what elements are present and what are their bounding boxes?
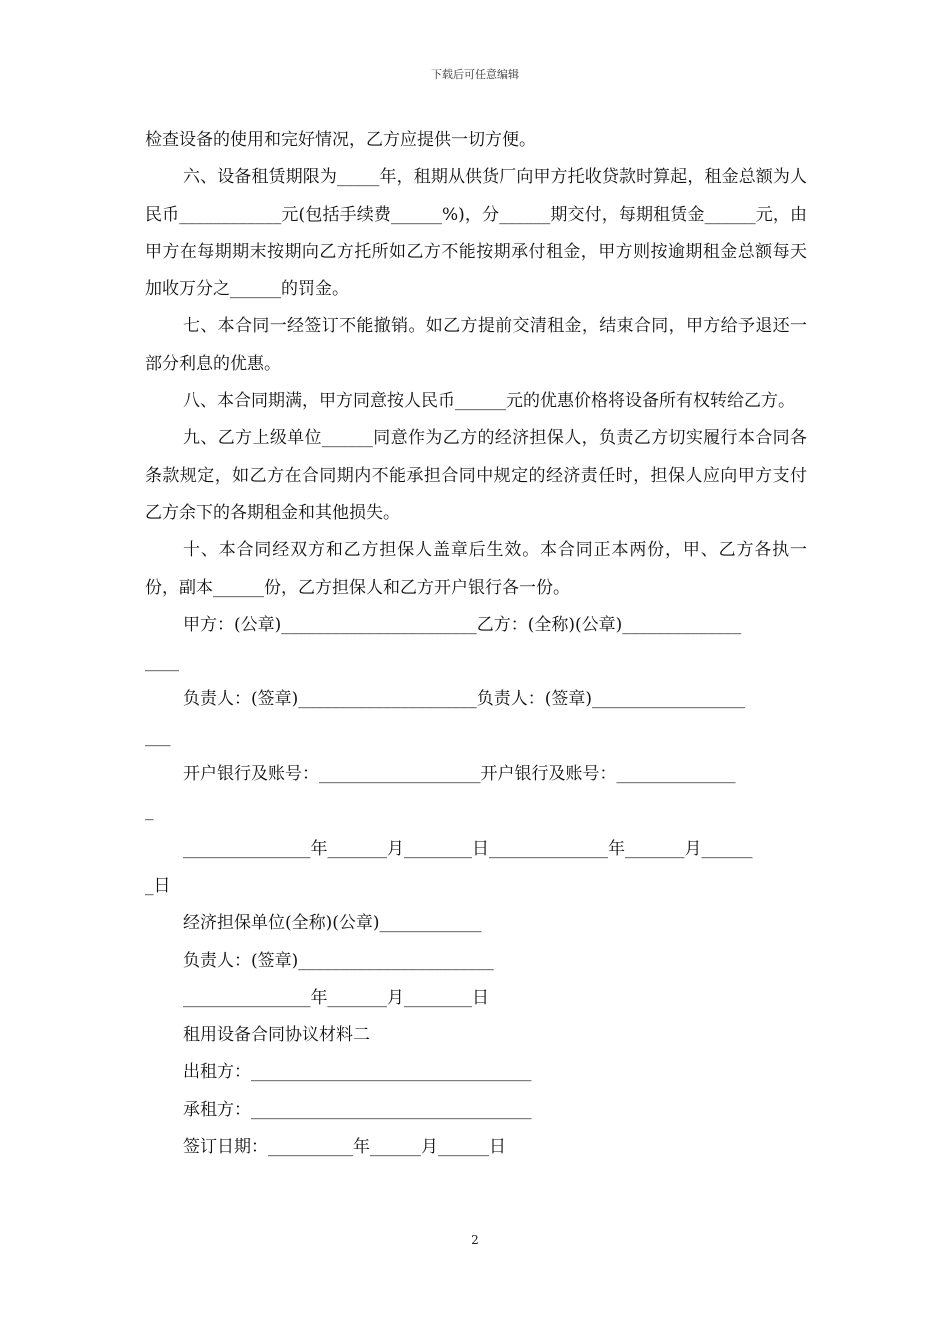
paragraph-clause-7: 七、本合同一经签订不能撤销。如乙方提前交清租金，结束合同，甲方给予退还一部分利息的优惠。	[145, 316, 807, 374]
sign-date-line: 签订日期：__________年______月______日	[183, 1137, 506, 1158]
guarantor-seal-line: 经济担保单位(全称)(公章)____________	[183, 913, 482, 934]
page-number: 2	[471, 1233, 479, 1247]
paragraph-clause-9: 九、乙方上级单位______同意作为乙方的经济担保人，负责乙方切实履行本合同各条款规定，如乙方在合同期内不能承担合同中规定的经济责任时，担保人应向甲方支付乙方余下的各期租金和其他损失。	[145, 428, 807, 523]
date-line: _______________年_______月________日______________年_______月______	[183, 838, 753, 859]
guarantor-date-line: _______________年_______月________日	[183, 987, 489, 1008]
leader-sign-line: 负责人：(签章)_____________________负责人：(签章)__________________	[183, 689, 746, 710]
leader-sign-line-wrap: ___	[145, 726, 171, 747]
party-seal-line-wrap: ____	[145, 652, 179, 673]
bank-account-line: 开户银行及账号：___________________开户银行及账号：______________	[183, 764, 736, 785]
material-title: 租用设备合同协议材料二	[183, 1025, 370, 1046]
guarantor-leader-line: 负责人：(签章)_______________________	[183, 950, 494, 971]
paragraph-clause-8: 八、本合同期满，甲方同意按人民币______元的优惠价格将设备所有权转给乙方。	[183, 391, 795, 412]
lessee-line: 承租方：_________________________________	[183, 1099, 532, 1120]
paragraph-clause-10: 十、本合同经双方和乙方担保人盖章后生效。本合同正本两份，甲、乙方各执一份，副本______份，乙方担保人和乙方开户银行各一份。	[145, 540, 807, 598]
lessor-line: 出租方：_________________________________	[183, 1062, 532, 1083]
date-line-wrap: _日	[145, 875, 171, 896]
bank-account-line-wrap: _	[145, 801, 154, 822]
party-seal-line: 甲方：(公章)_______________________乙方：(全称)(公章)______________	[183, 614, 742, 635]
paragraph-clause-6: 六、设备租赁期限为_____年，租期从供货厂向甲方托收贷款时算起，租金总额为人民币____________元(包括手续费______%)，分______期交付，每期租赁金______元，由甲方在每期期末按期向乙方托所如乙方不能按期承付租金，甲方则按逾期租金总额每天加收万分之______的罚金。	[145, 167, 807, 300]
paragraph-continuation: 检查设备的使用和完好情况，乙方应提供一切方便。	[145, 130, 536, 150]
document-body	[145, 122, 807, 1166]
page-header: 下载后可任意编辑	[431, 68, 519, 81]
